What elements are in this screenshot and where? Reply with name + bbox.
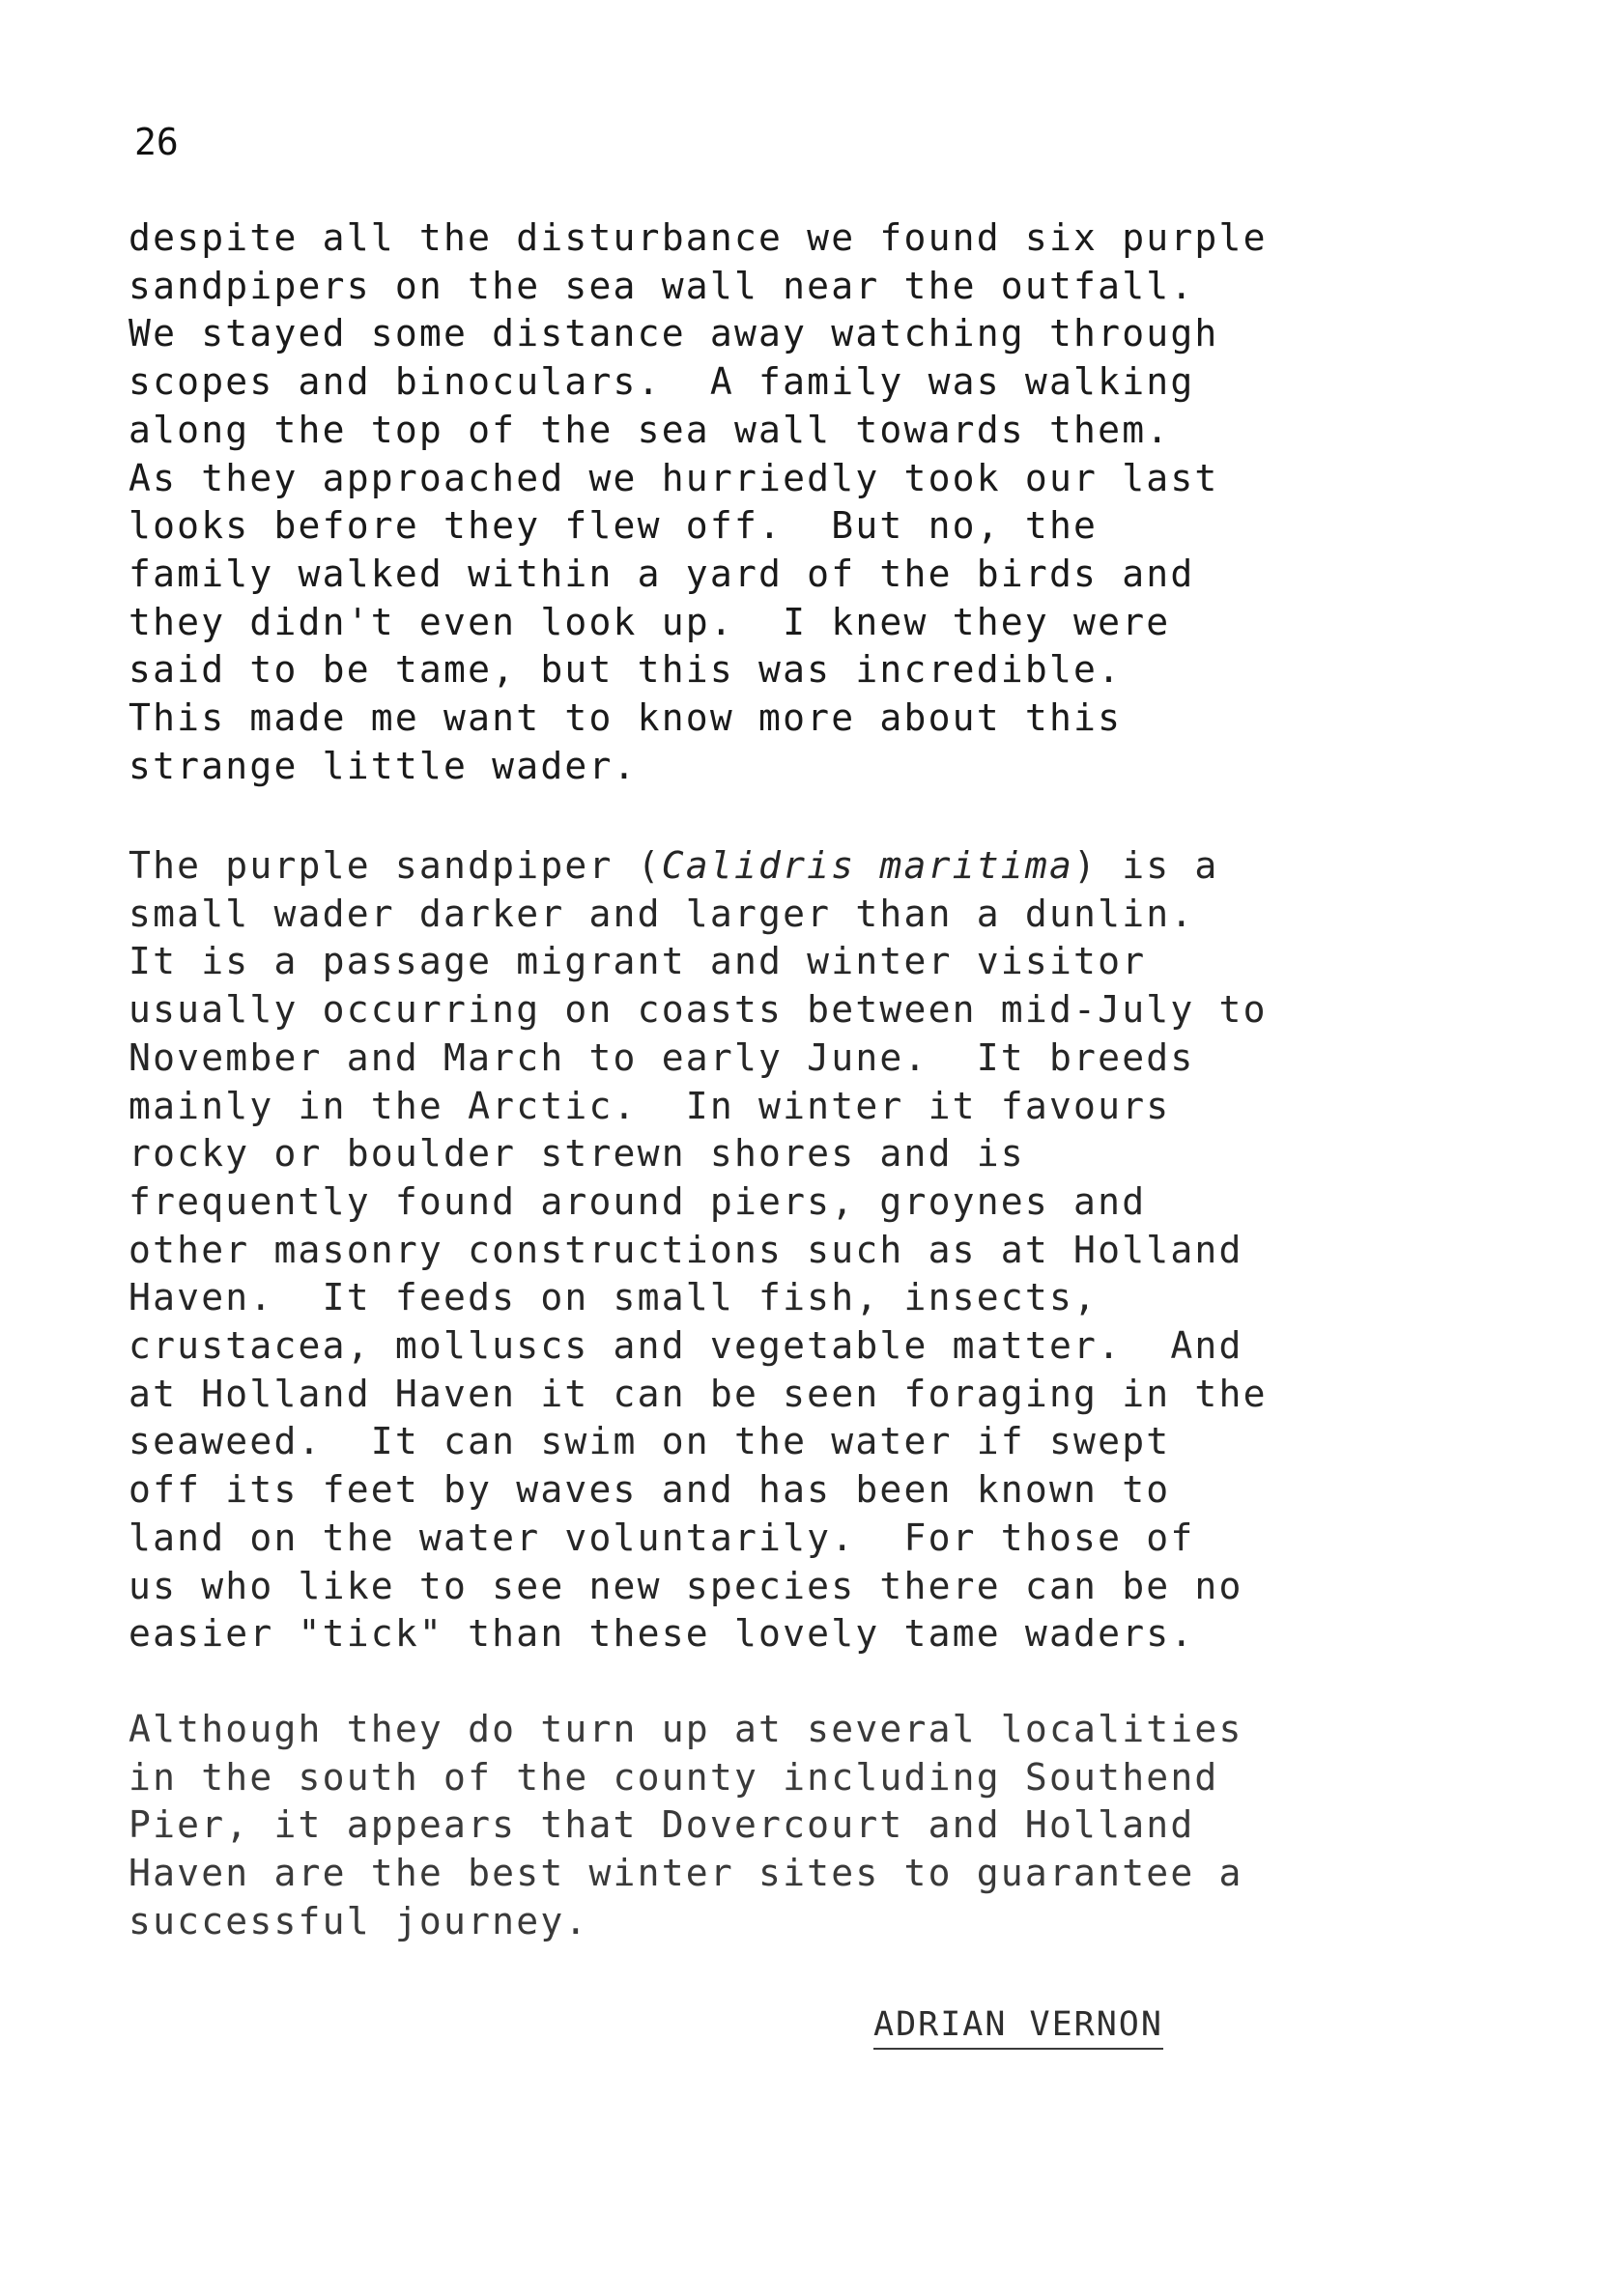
text-line: looks before they flew off. But no, the (129, 504, 1099, 548)
text-line: scopes and binoculars. A family was walking (129, 360, 1195, 404)
scientific-name: Calidris maritima (661, 844, 1074, 887)
text-line: Haven. It feeds on small fish, insects, (129, 1276, 1099, 1319)
text-line: mainly in the Arctic. In winter it favours (129, 1084, 1171, 1127)
text-line: in the south of the county including Southend (129, 1755, 1219, 1799)
text-line: frequently found around piers, groynes and (129, 1179, 1147, 1223)
text-line: us who like to see new species there can be no (129, 1564, 1243, 1607)
text-line: As they approached we hurriedly took our last (129, 456, 1219, 499)
text-line: small wader darker and larger than a dunlin. (129, 892, 1195, 935)
text-line: successful journey. (129, 1899, 589, 1942)
paragraph-species-description (129, 842, 1510, 1658)
text-line: along the top of the sea wall towards them. (129, 408, 1171, 451)
text-line (129, 842, 1510, 891)
text-line: easier "tick" than these lovely tame waders. (129, 1612, 1195, 1656)
text-line: despite all the disturbance we found six purple (129, 216, 1268, 259)
text-line: seaweed. It can swim on the water if swept (129, 1420, 1171, 1463)
text-line: November and March to early June. It breeds (129, 1035, 1195, 1079)
text-line: usually occurring on coasts between mid-July to (129, 988, 1268, 1032)
text-line: strange little wader. (129, 744, 638, 787)
paragraph-best-sites (129, 1706, 1510, 1946)
text-line: they didn't even look up. I knew they were (129, 600, 1171, 643)
text-line: land on the water voluntarily. For those of (129, 1516, 1195, 1559)
paragraph-sandpiper-sighting (129, 214, 1510, 790)
text-line: other masonry constructions such as at Holland (129, 1228, 1243, 1271)
page-number: 26 (134, 121, 179, 163)
text-line: Although they do turn up at several localities (129, 1708, 1243, 1750)
text-line: sandpipers on the sea wall near the outfall. (129, 264, 1195, 307)
text-line: at Holland Haven it can be seen foraging in the (129, 1372, 1268, 1415)
text-segment: The purple sandpiper ( (129, 844, 662, 887)
text-line: said to be tame, but this was incredible. (129, 648, 1123, 692)
text-line: rocky or boulder strewn shores and is (129, 1132, 1025, 1176)
text-line: crustacea, molluscs and vegetable matter. And (129, 1324, 1243, 1368)
text-line: We stayed some distance away watching through (129, 312, 1219, 355)
text-line: Pier, it appears that Dovercourt and Holland (129, 1803, 1195, 1847)
text-line: family walked within a yard of the birds and (129, 552, 1195, 595)
text-segment: ) is a (1073, 844, 1219, 887)
text-line: off its feet by waves and has been known to (129, 1468, 1171, 1512)
text-line: Haven are the best winter sites to guarantee a (129, 1852, 1243, 1895)
text-line: It is a passage migrant and winter visitor (129, 940, 1147, 983)
text-line: This made me want to know more about this (129, 696, 1123, 740)
author-signature: ADRIAN VERNON (873, 2003, 1163, 2050)
